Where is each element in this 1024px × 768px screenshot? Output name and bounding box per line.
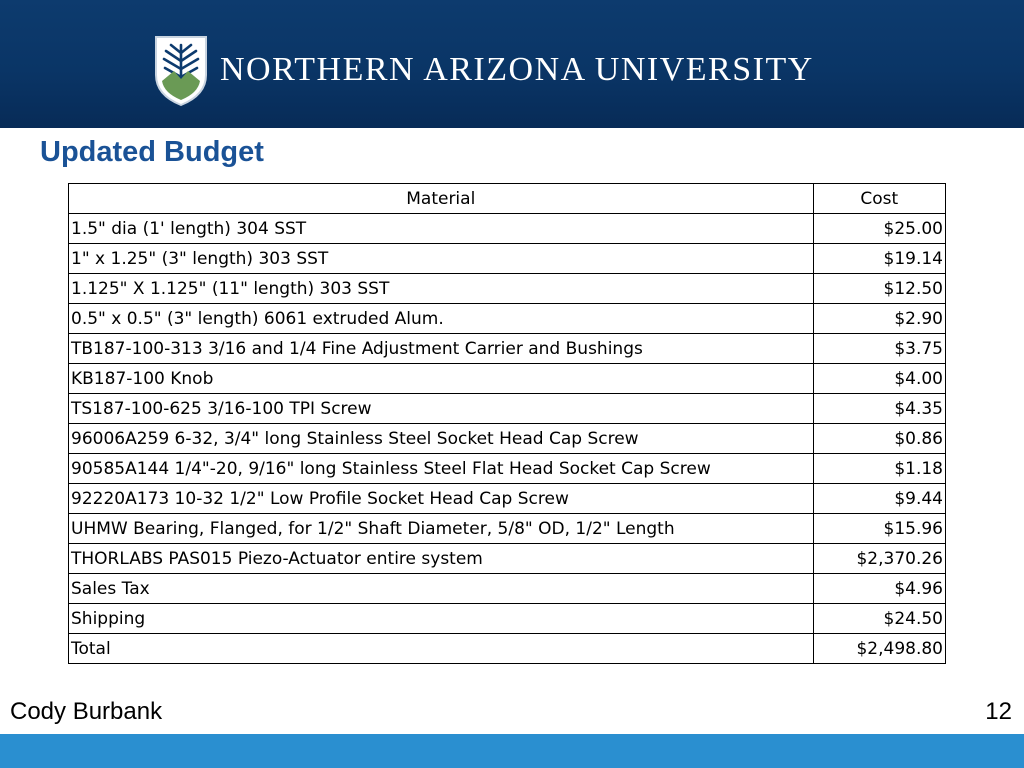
column-header-material: Material (69, 184, 814, 214)
cost-cell: $4.96 (813, 574, 945, 604)
table-row (69, 304, 946, 334)
material-cell: KB187-100 Knob (69, 364, 814, 394)
material-cell: THORLABS PAS015 Piezo-Actuator entire system (69, 544, 814, 574)
table-row (69, 244, 946, 274)
table-row-total (69, 634, 946, 664)
budget-table (68, 183, 946, 664)
slide-title: Updated Budget (40, 136, 264, 168)
cost-cell: $4.35 (813, 394, 945, 424)
cost-cell: $15.96 (813, 514, 945, 544)
cost-cell: $4.00 (813, 364, 945, 394)
page-number: 12 (985, 698, 1012, 725)
table-row (69, 334, 946, 364)
material-cell: Shipping (69, 604, 814, 634)
footer-bar (0, 734, 1024, 768)
material-cell: TB187-100-313 3/16 and 1/4 Fine Adjustment Carrier and Bushings (69, 334, 814, 364)
material-cell: 90585A144 1/4"-20, 9/16" long Stainless Steel Flat Head Socket Cap Screw (69, 454, 814, 484)
cost-cell: $2,498.80 (813, 634, 945, 664)
material-cell: 0.5" x 0.5" (3" length) 6061 extruded Alum. (69, 304, 814, 334)
material-cell: 96006A259 6-32, 3/4" long Stainless Steel Socket Head Cap Screw (69, 424, 814, 454)
university-logo (152, 32, 814, 108)
table-row (69, 484, 946, 514)
cost-cell: $19.14 (813, 244, 945, 274)
table-row (69, 364, 946, 394)
table-row (69, 274, 946, 304)
material-cell: Total (69, 634, 814, 664)
table-row (69, 454, 946, 484)
cost-cell: $0.86 (813, 424, 945, 454)
material-cell: 92220A173 10-32 1/2" Low Profile Socket Head Cap Screw (69, 484, 814, 514)
table-row (69, 394, 946, 424)
nau-shield-logo-icon (152, 33, 210, 107)
university-name: NORTHERN ARIZONA UNIVERSITY (220, 51, 814, 88)
cost-cell: $1.18 (813, 454, 945, 484)
cost-cell: $2.90 (813, 304, 945, 334)
material-cell: TS187-100-625 3/16-100 TPI Screw (69, 394, 814, 424)
material-cell: 1" x 1.25" (3" length) 303 SST (69, 244, 814, 274)
table-row (69, 514, 946, 544)
material-cell: 1.125" X 1.125" (11" length) 303 SST (69, 274, 814, 304)
header-banner (0, 0, 1024, 128)
cost-cell: $9.44 (813, 484, 945, 514)
table-row (69, 544, 946, 574)
table-row (69, 574, 946, 604)
table-row (69, 214, 946, 244)
table-header-row (69, 184, 946, 214)
table-row (69, 424, 946, 454)
cost-cell: $25.00 (813, 214, 945, 244)
table-row (69, 604, 946, 634)
cost-cell: $3.75 (813, 334, 945, 364)
material-cell: 1.5" dia (1' length) 304 SST (69, 214, 814, 244)
cost-cell: $2,370.26 (813, 544, 945, 574)
cost-cell: $12.50 (813, 274, 945, 304)
footer-author: Cody Burbank (10, 698, 163, 725)
column-header-cost: Cost (813, 184, 945, 214)
cost-cell: $24.50 (813, 604, 945, 634)
material-cell: UHMW Bearing, Flanged, for 1/2" Shaft Diameter, 5/8" OD, 1/2" Length (69, 514, 814, 544)
material-cell: Sales Tax (69, 574, 814, 604)
